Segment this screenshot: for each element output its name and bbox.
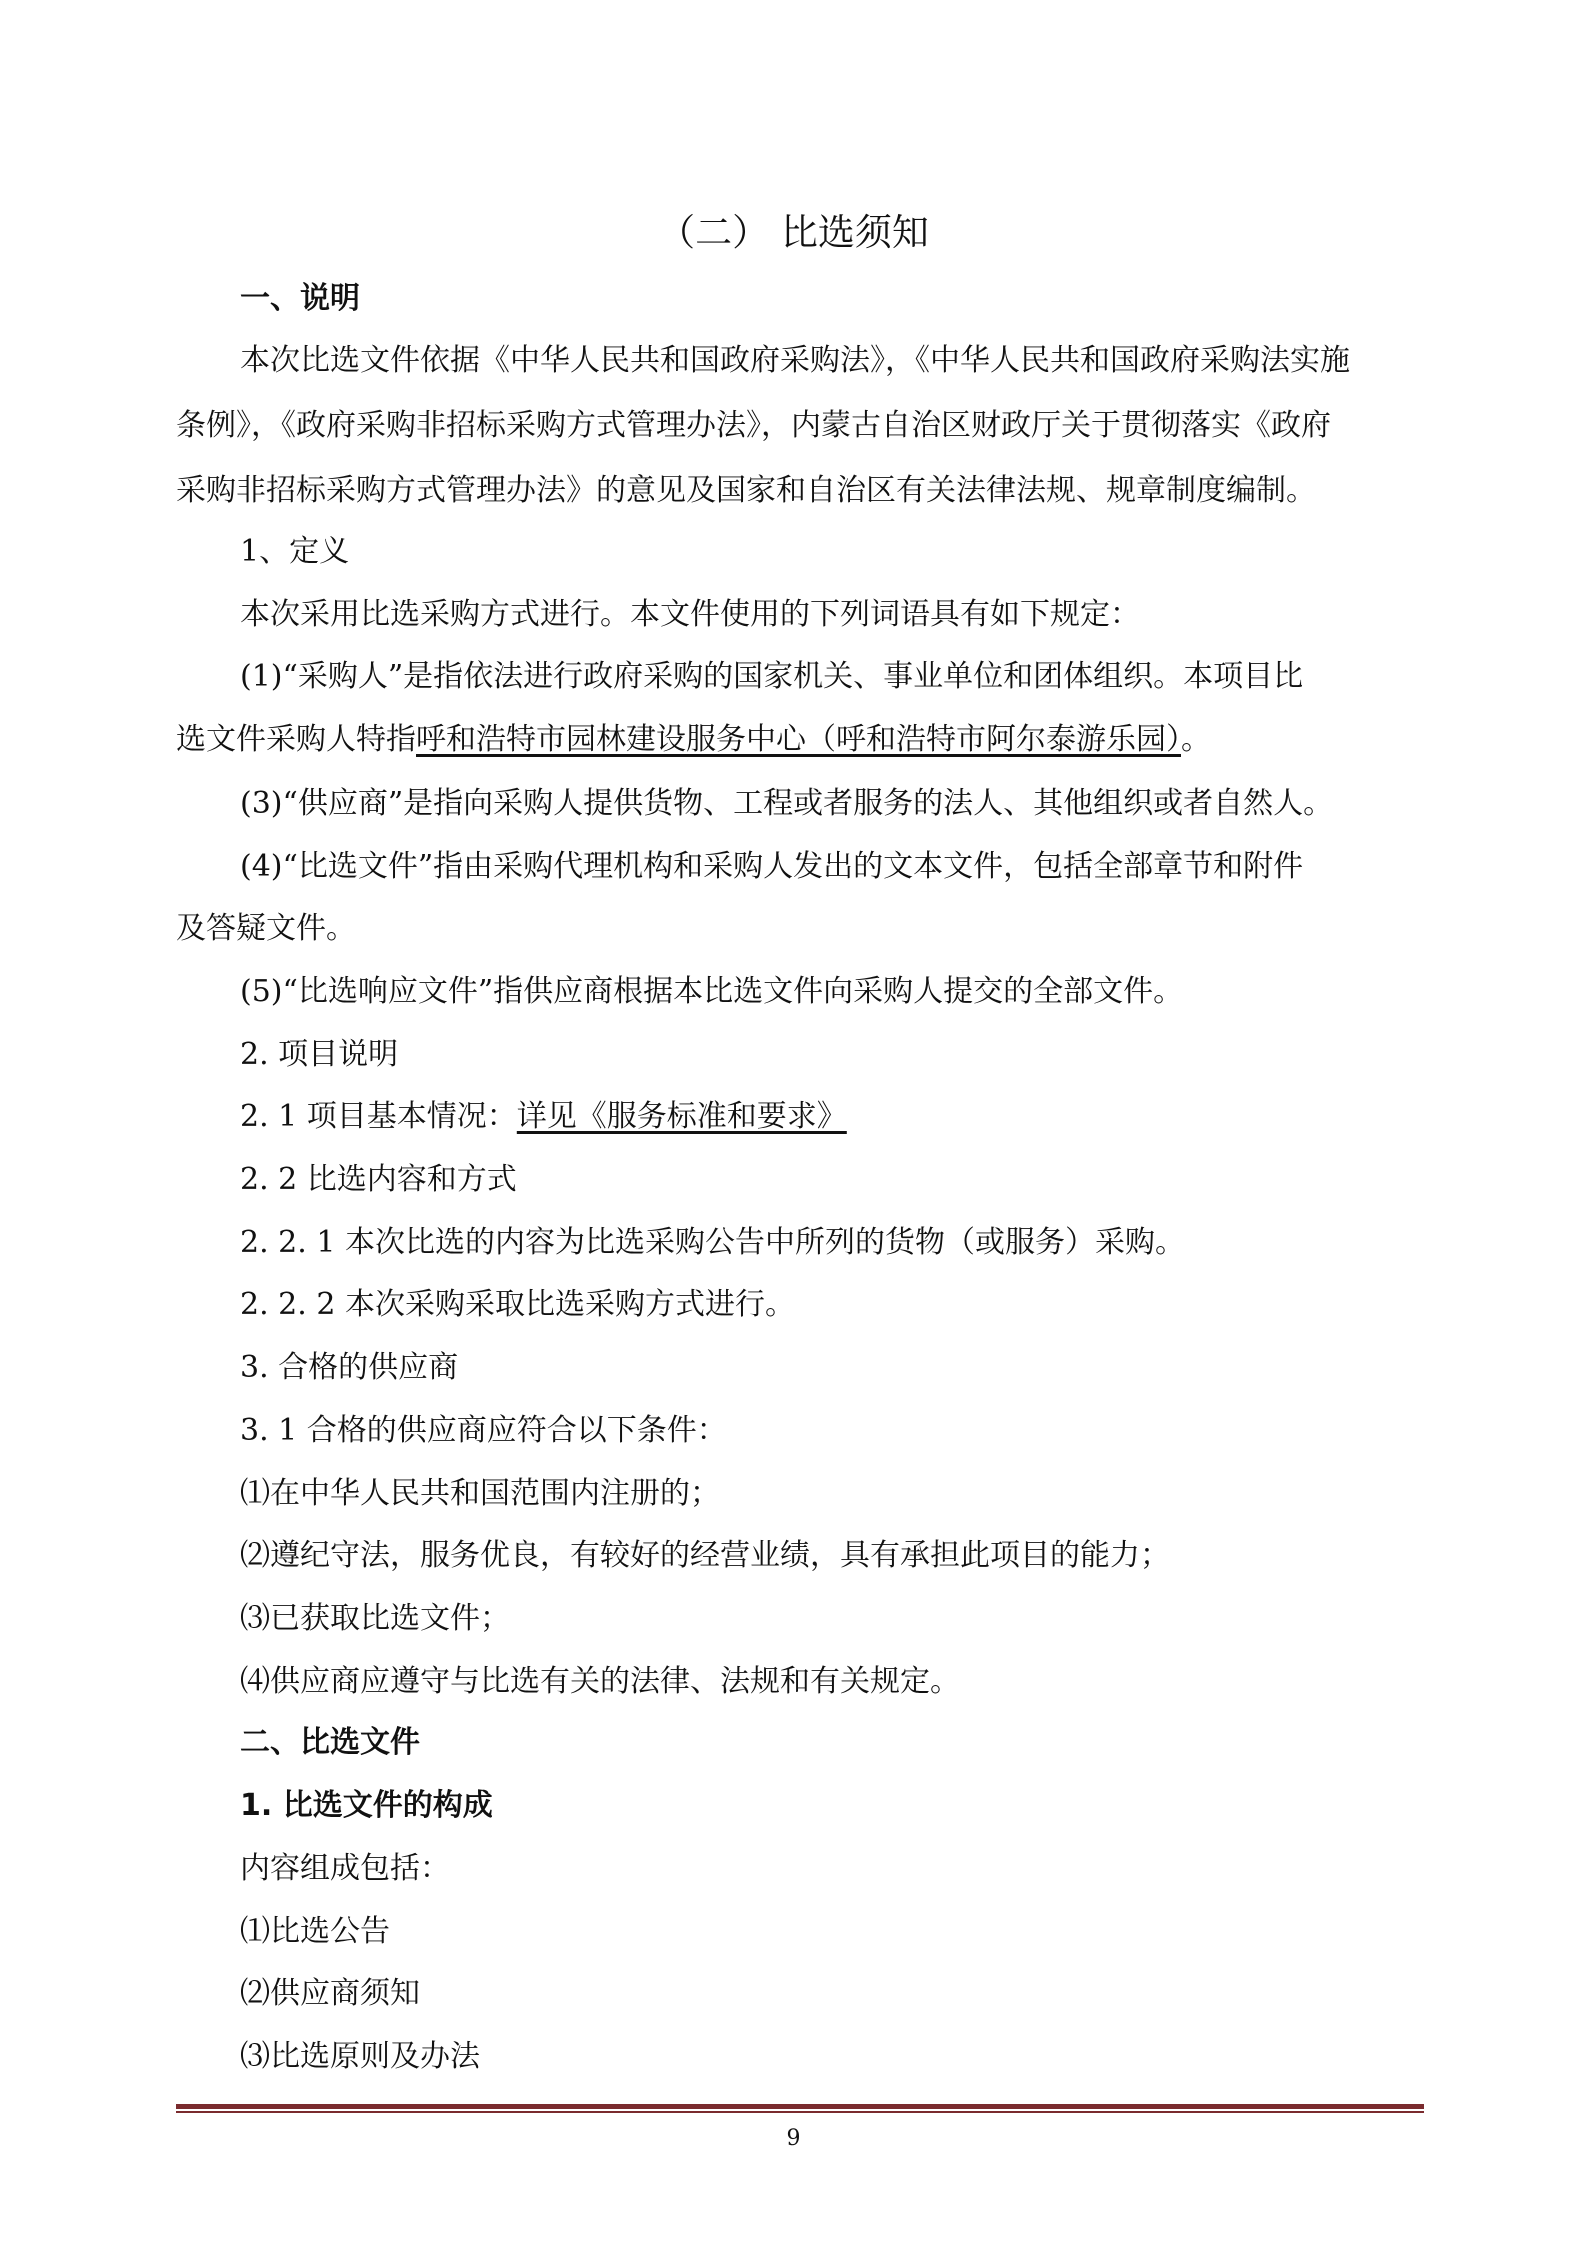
paragraph-line: 本次比选文件依据《中华人民共和国政府采购法》，《中华人民共和国政府采购法实施 bbox=[240, 343, 1350, 378]
list-item: ⑶已获取比选文件； bbox=[240, 1601, 510, 1636]
text-segment: 2. 1 项目基本情况： bbox=[240, 1099, 517, 1134]
list-item: ⑶比选原则及办法 bbox=[240, 2039, 480, 2074]
paragraph-line: (4)“比选文件”指由采购代理机构和采购人发出的文本文件，包括全部章节和附件 bbox=[240, 849, 1304, 884]
paragraph-line: (5)“比选响应文件”指供应商根据本比选文件向采购人提交的全部文件。 bbox=[240, 974, 1184, 1009]
purchaser-name: 呼和浩特市园林建设服务中心（呼和浩特市阿尔泰游乐园） bbox=[416, 722, 1181, 757]
list-item: ⑵遵纪守法，服务优良，有较好的经营业绩，具有承担此项目的能力； bbox=[240, 1538, 1170, 1573]
paragraph-line bbox=[176, 718, 1211, 762]
paragraph-line: 采购非招标采购方式管理办法》的意见及国家和自治区有关法律法规、规章制度编制。 bbox=[176, 473, 1316, 508]
paragraph-line: 2. 2. 2 本次采购采取比选采购方式进行。 bbox=[240, 1287, 795, 1322]
paragraph-line: (3)“供应商”是指向采购人提供货物、工程或者服务的法人、其他组织或者自然人。 bbox=[240, 786, 1334, 821]
list-item: ⑷供应商应遵守与比选有关的法律、法规和有关规定。 bbox=[240, 1664, 960, 1699]
section-heading-documents: 二、比选文件 bbox=[240, 1725, 420, 1760]
section-heading-explanation: 一、说明 bbox=[240, 281, 360, 316]
paragraph-line: (1)“采购人”是指依法进行政府采购的国家机关、事业单位和团体组织。本项目比 bbox=[240, 659, 1304, 694]
text-segment: 。 bbox=[1181, 722, 1211, 757]
subheading-project: 2. 项目说明 bbox=[240, 1037, 399, 1072]
subheading-definitions: 1、定义 bbox=[240, 534, 350, 569]
text-segment: 选文件采购人特指 bbox=[176, 722, 416, 757]
paragraph-line: 内容组成包括： bbox=[240, 1851, 450, 1886]
footer-rule bbox=[176, 2104, 1424, 2114]
page-title: （二） 比选须知 bbox=[658, 211, 929, 254]
list-item: ⑴在中华人民共和国范围内注册的； bbox=[240, 1476, 720, 1511]
paragraph-line bbox=[240, 1095, 847, 1139]
paragraph-line: 2. 2 比选内容和方式 bbox=[240, 1162, 517, 1197]
paragraph-line: 及答疑文件。 bbox=[176, 911, 356, 946]
subheading-qualified-suppliers: 3. 合格的供应商 bbox=[240, 1350, 459, 1385]
list-item: ⑵供应商须知 bbox=[240, 1976, 420, 2011]
paragraph-line: 3. 1 合格的供应商应符合以下条件： bbox=[240, 1413, 727, 1448]
subheading-document-composition: 1. 比选文件的构成 bbox=[240, 1788, 493, 1823]
service-standards-reference: 详见《服务标准和要求》 bbox=[516, 1099, 847, 1134]
paragraph-line: 2. 2. 1 本次比选的内容为比选采购公告中所列的货物（或服务）采购。 bbox=[240, 1225, 1185, 1260]
paragraph-line: 条例》，《政府采购非招标采购方式管理办法》，内蒙古自治区财政厅关于贯彻落实《政府 bbox=[176, 408, 1331, 443]
paragraph-line: 本次采用比选采购方式进行。本文件使用的下列词语具有如下规定： bbox=[240, 597, 1140, 632]
footer-rule-thin bbox=[176, 2111, 1424, 2113]
footer-rule-thick bbox=[176, 2104, 1424, 2109]
list-item: ⑴比选公告 bbox=[240, 1914, 390, 1949]
page-number: 9 bbox=[786, 2126, 801, 2151]
